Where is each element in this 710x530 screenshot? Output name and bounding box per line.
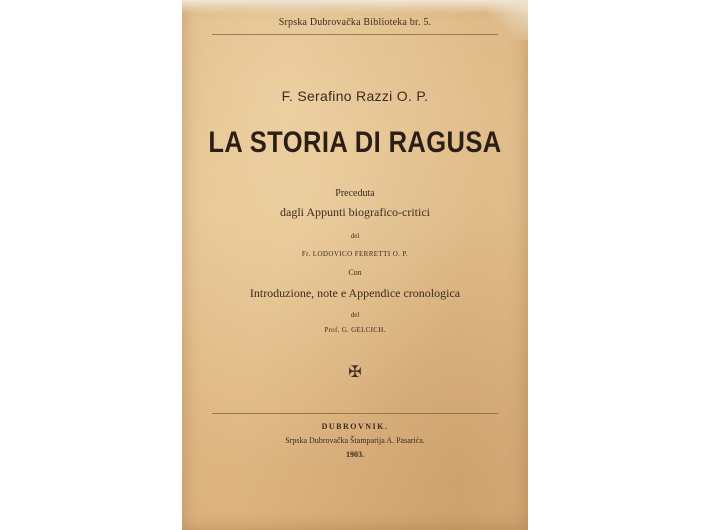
book-cover xyxy=(182,0,528,530)
con-label: Con xyxy=(348,268,362,277)
top-rule xyxy=(212,34,498,35)
bottom-rule xyxy=(212,413,498,414)
ornament-icon: ✠ xyxy=(348,364,362,381)
preceded-label: Preceduta xyxy=(335,188,375,199)
del-label-2: del xyxy=(350,311,360,319)
del-label-1: del xyxy=(350,232,360,240)
contributor-ferretti: Fr. LODOVICO FERRETTI O. P. xyxy=(301,250,409,258)
author: F. Serafino Razzi O. P. xyxy=(281,88,429,104)
subtitle-notes: dagli Appunti biografico-critici xyxy=(280,205,430,219)
imprint-printer: Srpska Dubrovačka Štamparija A. Pasarića. xyxy=(285,436,425,445)
imprint-city: DUBROVNIK. xyxy=(321,422,389,431)
series-label: Srpska Dubrovačka Biblioteka br. 5. xyxy=(278,17,432,28)
worn-edge xyxy=(182,0,528,14)
subtitle-introduction: Introduzione, note e Appendice cronologica xyxy=(249,286,461,300)
contributor-gelcich: Prof. G. GELCICH. xyxy=(324,326,386,334)
book-title: LA STORIA DI RAGUSA xyxy=(208,126,502,159)
imprint-year: 1903. xyxy=(346,450,364,459)
